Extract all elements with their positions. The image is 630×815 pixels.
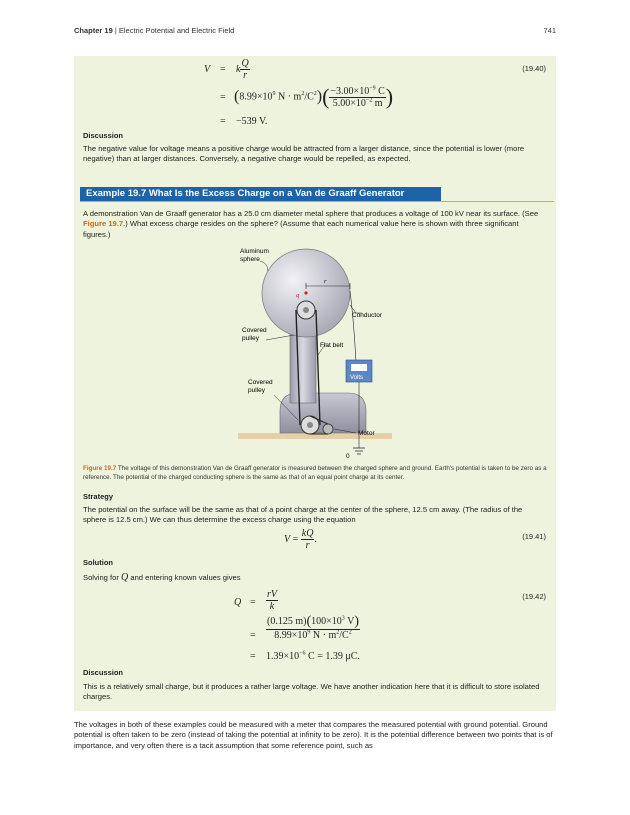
eq-sign: = <box>250 597 256 608</box>
eq-exp: 3 <box>341 615 345 622</box>
label-r: r <box>324 278 327 285</box>
caption-label: Figure 19.7 <box>83 465 117 472</box>
eq-den: r <box>305 540 310 551</box>
eq-lhs: Q <box>234 597 242 608</box>
van-de-graaff-illustration <box>238 243 392 459</box>
equation-number: (19.41) <box>522 532 546 541</box>
leader-line <box>260 261 268 271</box>
eq-sign: = <box>220 92 226 103</box>
upper-pulley-hub <box>303 307 309 313</box>
page-header <box>74 26 556 35</box>
eq-num: −3.00×10 <box>330 85 370 97</box>
label-flat-belt: Flat belt <box>320 342 344 349</box>
eq-exp: −6 <box>299 650 306 657</box>
eq-unit: C <box>375 85 385 97</box>
eq-num: kQ <box>301 528 314 539</box>
solution-var: Q <box>121 572 129 583</box>
strategy-text: The potential on the surface will be the same as that of a point charge at the center of the sphere, 12.5 cm away. (The radius of the sphere is 12.5 cm.) We can thus determine the excess charge using the equation <box>83 505 523 525</box>
eq-exp: 2 <box>301 90 305 97</box>
example-box: (19.40) V = k $\frac{Q}{r}$ = ($8.99\times 10^9$ $N \cdot m^2/C^2$)( $\frac{-3.00\times 10^{-9} C}{5.00\times 10^{-2} m}$ ) = −539 V. Discussion The negative value for voltage means a positive charge would be attracted from a larger distance, since the potential is lower (more negative) than at larger distances. Conversely, a negative charge would be repelled, as expected. Example 19.7 What Is the Excess Charge on a Van de Graaff Generator A demonstration Van de Graaff generator has a 25.0 cm diameter metal sphere that produces a voltage of 100 kV near its surface. (See Figure 19.7.) What excess charge resides on the sphere? (Assume that each numerical value here is shown with three significant figures.) Figure 19.7 The voltage of this demonstration Van de Graaff generator is measured between the charged sphere and ground. Earth's potential is taken to be zero as a reference. The potential of the charged conducting sphere is the same as that of an equal point charge at its center. Strategy The potential on the surface will be the same as that of a point charge at the center of the sphere, 12.5 cm away. (The radius of the sphere is 12.5 cm.) We can thus determine the excess charge using the equation (19.41) V = $\frac{kQ}{r}$ . Solution Solving for Q and entering known values gives (19.42) Q = $\frac{rV}{k}$ = $\frac{(0.125 m)(100\times 10^3 V)}{8.99\times 10^9 N \cdot m^2/C^2}$ = $1.39\times 10^{-6}$ C = 1.39 μC. Discussion This is a relatively small charge, but it produces a rather large voltage. We have another indication here that it is difficult to store isolated charges. <box>74 56 556 711</box>
eq-unit: N · m <box>310 630 337 642</box>
charge-q-dot <box>304 291 307 294</box>
eq-exp: 2 <box>348 630 352 637</box>
eq-result: C = 1.39 μC. <box>305 651 360 662</box>
label-q: q <box>296 292 300 299</box>
discussion-heading: Discussion <box>83 668 124 677</box>
eq-num: 100×10 <box>311 616 342 627</box>
strategy-heading: Strategy <box>83 492 114 501</box>
label-covered-pulley-bottom-2: pulley <box>248 387 265 394</box>
figure-link[interactable]: Figure 19.7 <box>83 219 124 229</box>
label-conductor: Conductor <box>352 312 382 319</box>
eq-num: (0.125 m) <box>267 616 307 627</box>
eq-den: k <box>269 601 275 612</box>
discussion-text: This is a relatively small charge, but it produces a rather large voltage. We have another indication here that it is difficult to store isolated charges. <box>83 682 540 702</box>
equation-number: (19.42) <box>522 592 546 601</box>
eq-sign: = <box>250 630 256 641</box>
eq-sign: = <box>220 116 226 127</box>
eq-result: −539 V. <box>236 116 268 127</box>
label-covered-pulley-bottom-1: Covered <box>248 379 273 386</box>
body-paragraph: The voltages in both of these examples could be measured with a meter that compares the measured potential with ground potential. Ground potential is often taken to be zero (instead of taking the potential at infinity to be zero). It is the potential difference between two points that is of importance, and very often there is a tacit assumption that some reference point, such as <box>74 720 553 750</box>
solution-heading: Solution <box>83 558 113 567</box>
eq-sign: = <box>220 64 226 75</box>
example-title: Example 19.7 What Is the Excess Charge on a Van de Graaff Generator <box>80 187 441 201</box>
example-intro: A demonstration Van de Graaff generator has a 25.0 cm diameter metal sphere that produces a voltage of 100 kV near its surface. (See Figure 19.7.) What excess charge resides on the sphere? (Assume that each numerical value here is shown with three significant figures.) <box>83 209 539 239</box>
eq-unit: m <box>372 97 383 109</box>
example-title-rule <box>80 201 554 202</box>
eq-exp: 2 <box>313 90 317 97</box>
eq-den: 5.00×10 <box>332 97 366 109</box>
eq-tail: . <box>314 533 317 545</box>
eq-sign: = <box>250 651 256 662</box>
label-volts: Volts <box>350 375 364 381</box>
caption-text: The voltage of this demonstration Van de Graaff generator is measured between the charged sphere and ground. Earth's potential is taken to be zero as a reference. The potential of the charged conducting sphere is the same as that of an equal point charge at its center. <box>83 465 547 481</box>
ground-symbol <box>353 448 365 454</box>
eq-units: N · m <box>275 91 302 103</box>
eq-unit: V <box>344 616 355 627</box>
solution-text: Solving for Q and entering known values gives <box>83 572 241 583</box>
discussion-text: The negative value for voltage means a positive charge would be attracted from a larger distance, since the potential is lower (more negative) than at larger distances. Conversely, a negative charge would be repelled, as expected. <box>83 144 525 164</box>
eq-r: r <box>243 70 248 81</box>
label-sphere: sphere <box>240 256 260 263</box>
eq-const: 8.99×10 <box>239 91 273 103</box>
equation-19-40: (19.40) V = k $\frac{Q}{r}$ = ($8.99\times 10^9$ $N \cdot m^2/C^2$)( $\frac{-3.00\times 10^{-9} C}{5.00\times 10^{-2} m}$ ) = −539 V. <box>204 58 546 127</box>
equation-number: (19.40) <box>522 64 546 73</box>
eq-k: k <box>236 63 241 75</box>
eq-exp: 9 <box>307 630 311 637</box>
lower-pulley-hub <box>307 422 313 428</box>
eq-exp: −9 <box>369 85 376 92</box>
eq-units: /C <box>304 91 314 103</box>
label-covered-pulley-top-1: Covered <box>242 327 267 334</box>
eq-num: rV <box>267 589 277 600</box>
van-de-graaff-figure <box>238 243 392 459</box>
eq-exp: 2 <box>336 630 340 637</box>
eq-Q: Q <box>241 58 249 69</box>
label-aluminum: Aluminum <box>240 248 269 255</box>
eq-exp: 9 <box>272 90 276 97</box>
eq-lhs: V <box>284 533 291 545</box>
eq-exp: −2 <box>365 97 373 104</box>
eq-lhs: V <box>204 64 211 75</box>
figure-caption <box>83 465 547 482</box>
label-covered-pulley-top-2: pulley <box>242 335 259 342</box>
label-zero: 0 <box>346 453 350 459</box>
conductor-wire <box>350 291 356 363</box>
eq-unit: /C <box>339 630 349 642</box>
page-number: 741 <box>543 26 556 35</box>
eq-result: 1.39×10 <box>266 651 300 662</box>
eq-den: 8.99×10 <box>274 630 308 642</box>
chapter-label: Chapter 19 | Electric Potential and Electric Field <box>74 26 235 35</box>
voltmeter-dial <box>351 364 367 371</box>
eq-sign: = <box>292 533 299 545</box>
motor <box>323 424 333 434</box>
label-motor: Motor <box>358 430 375 437</box>
discussion-heading: Discussion <box>83 131 124 140</box>
